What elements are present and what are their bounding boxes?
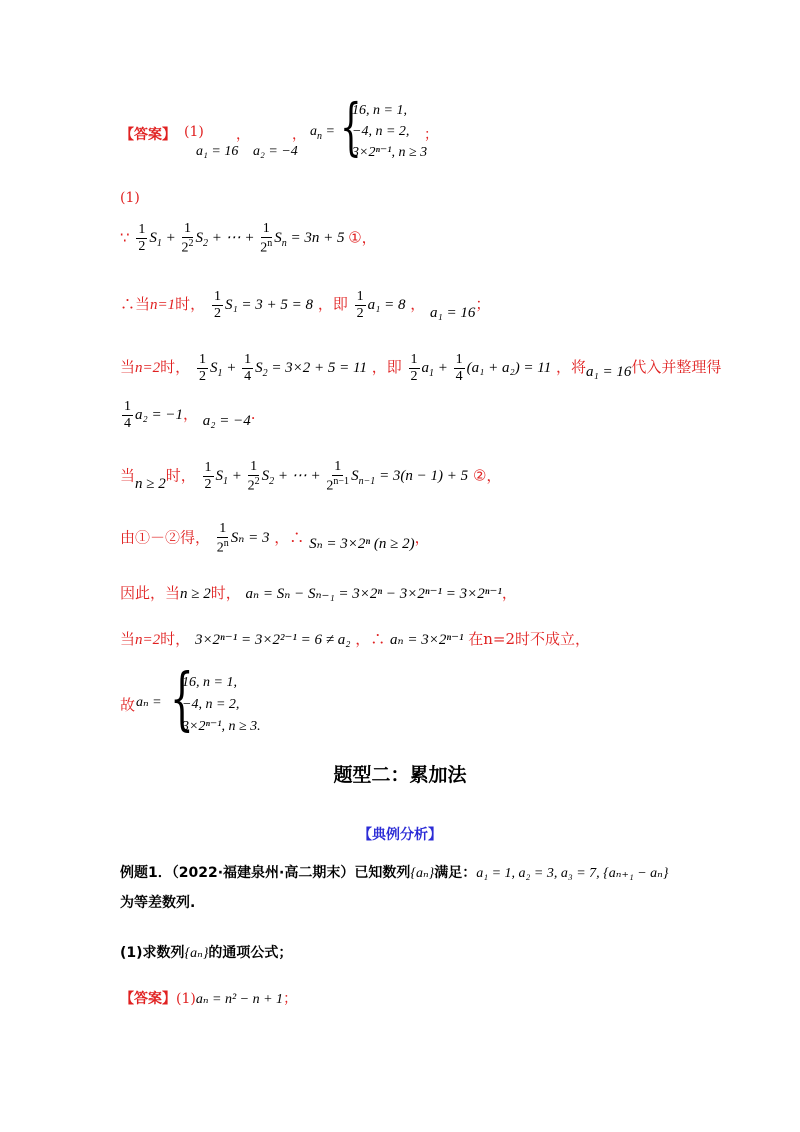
answer-block — [120, 90, 720, 166]
line5-tail: = 3(n − 1) + 5 — [379, 468, 469, 485]
solution-line-5: 当n ≥ 2时， $\frac{1}{2}$ $S_1$ + $\frac{1}{2^2}$ $S_2$ + ⋯ + $\frac{1}{2^{n-1}}$ $S_{n-1} = 3(n - 1) + 5$ ②， — [120, 459, 502, 494]
answer-a1: a₁ = 16 — [196, 144, 239, 159]
line9-pre: 故 — [120, 696, 136, 714]
line7-cond: n ≥ 2 — [180, 586, 211, 602]
solution-part: (1) — [120, 190, 140, 206]
answer-comma-1: ， — [236, 127, 250, 143]
because-symbol: ∵ — [120, 228, 130, 247]
line2-res: a₁ = 16 — [430, 304, 476, 321]
line9-case-1: 16, n = 1, — [182, 675, 237, 690]
line2-eq: S₁ = 3 + 5 = 8 — [224, 296, 314, 313]
question-1 — [120, 942, 292, 962]
example-label: 例题1． — [120, 865, 172, 881]
line6-res: Sₙ = 3×2ⁿ (n ≥ 2) — [309, 536, 415, 553]
example-answer-eq: aₙ = n² − n + 1 — [195, 992, 284, 1007]
q1-seq: {aₙ} — [184, 946, 209, 961]
line5-time: 时， — [165, 466, 196, 485]
line7-pre: 因此，当 — [120, 584, 181, 602]
line6-so: ，∴ — [274, 528, 305, 547]
line8-tail: 在n=2时不成立， — [468, 630, 591, 648]
line1-tail: = 3n + 5 — [290, 230, 345, 247]
solution-line-3: 当n=2时， $\frac{1}{2}$ $S_1$ + $\frac{1}{4}$ $S_2 = 3\times 2 + 5 = 11$ ，即 $\frac{1}{2}$ $a_1$ + $\frac{1}{4}$ (a₁ + a₂) = 11 ，将a₁ = 16代入并整理得 — [120, 352, 722, 384]
example-line-1 — [120, 862, 668, 882]
line3-eq2: (a₁ + a₂) = 11 — [466, 359, 552, 376]
answer-cases — [352, 100, 427, 163]
line9-case-3: 3×2ⁿ⁻¹, n ≥ 3. — [182, 719, 261, 734]
answer-case-1: 16, n = 1, — [352, 103, 407, 118]
solution-line-9 — [120, 660, 420, 740]
line3-sub: a₁ = 16 — [586, 363, 632, 380]
line8-time: 时， — [160, 630, 191, 648]
example-answer-label: 【答案】 — [120, 991, 176, 1007]
line4-eq: a₂ = −1 — [135, 406, 183, 423]
example-line-2: 为等差数列. — [120, 895, 196, 911]
line9-brace: { — [170, 660, 194, 739]
example-answer — [120, 988, 297, 1008]
line8-n: n=2 — [135, 632, 161, 648]
answer-case-2: −4, n = 2, — [352, 124, 410, 139]
answer-part: (1) — [184, 124, 204, 140]
line3-jiang: ，将 — [555, 357, 586, 376]
line8-so: ，∴ — [355, 630, 386, 648]
example-seq: {aₙ} — [410, 866, 435, 881]
line7-eq: aₙ = Sₙ − Sₙ₋₁ = 3×2ⁿ − 3×2ⁿ⁻¹ = 3×2ⁿ⁻¹ — [245, 586, 502, 602]
answer-brace: { — [340, 90, 362, 163]
solution-line-7: 因此，当n ≥ 2时， aₙ = Sₙ − Sₙ₋₁ = 3×2ⁿ − 3×2ⁿ⁻¹ = 3×2ⁿ⁻¹， — [120, 584, 517, 602]
answer-label: 【答案】 — [120, 127, 176, 143]
line8-eq: 3×2ⁿ⁻¹ = 3×2²⁻¹ = 6 ≠ a₂ — [194, 632, 351, 648]
solution-line-1: ∵ $\frac{1}{2}$ $S_1$ + $\frac{1}{2^2}$ $S_2$ + ⋯ + $\frac{1}{2^n}$ $S_n = 3n + 5$ ①， — [120, 221, 377, 256]
line9-case-2: −4, n = 2, — [182, 697, 240, 712]
example-answer-end: ； — [283, 991, 298, 1007]
line6-eq: Sₙ = 3 — [230, 530, 270, 547]
line2-ji: ，即 — [317, 294, 348, 313]
line3-eq: = 3×2 + 5 = 11 — [271, 359, 367, 376]
line8-pre: 当 — [120, 630, 136, 648]
example-answer-part: (1) — [176, 991, 196, 1007]
circle-one: ① — [348, 228, 362, 247]
solution-line-2: ∴当n=1时， $\frac{1}{2}$ S₁ = 3 + 5 = 8 ，即 $\frac{1}{2}$ a₁ = 8 ， a₁ = 16； — [120, 289, 491, 321]
line4-res: a₂ = −4 — [202, 412, 251, 429]
example-source: （2022·福建泉州·高二期末）已知数列 — [171, 865, 411, 881]
solution-line-4: $\frac{1}{4}$ a₂ = −1， a₂ = −4. — [124, 399, 256, 431]
line3-pre: 当 — [120, 357, 136, 376]
line3-ji: ，即 — [371, 357, 402, 376]
line8-expr: aₙ = 3×2ⁿ⁻¹ — [390, 632, 464, 648]
answer-an-lhs: $a_n$ = — [310, 124, 335, 142]
answer-a2: a₂ = −4 — [253, 144, 298, 159]
answer-case-3: 3×2ⁿ⁻¹, n ≥ 3 — [352, 145, 428, 160]
subsection-title: 【典例分析】 — [358, 827, 442, 843]
circle-two: ② — [472, 466, 487, 485]
line6-pre: 由①－②得， — [120, 528, 211, 547]
line7-time: 时， — [210, 584, 241, 602]
line2-a1eq: a₁ = 8 — [367, 296, 406, 313]
section-title: 题型二：累加法 — [333, 764, 467, 786]
q1-tail: 的通项公式； — [208, 945, 293, 961]
line3-tail: 代入并整理得 — [631, 357, 722, 376]
solution-line-6: 由①－②得， $\frac{1}{2^n}$ Sₙ = 3 ，∴ Sₙ = 3×2ⁿ (n ≥ 2)， — [120, 521, 430, 556]
line9-cases — [182, 672, 261, 738]
solution-line-8 — [120, 628, 590, 649]
line5-cond: n ≥ 2 — [135, 476, 166, 493]
line9-lhs: aₙ = — [136, 695, 162, 710]
answer-comma-2: ， — [292, 127, 306, 143]
q1-pre: (1)求数列 — [120, 945, 185, 961]
line2-pre: ∴当 — [120, 294, 151, 313]
line3-n: n=2 — [135, 359, 161, 376]
answer-end: ； — [424, 127, 438, 143]
line2-n: n=1 — [150, 296, 176, 313]
example-cond: a₁ = 1, a₂ = 3, a₃ = 7, {aₙ₊₁ − aₙ} — [476, 866, 669, 881]
example-mid: 满足： — [434, 865, 477, 881]
line5-pre: 当 — [120, 466, 136, 485]
line3-time: 时， — [160, 357, 191, 376]
line2-time: 时， — [175, 294, 206, 313]
